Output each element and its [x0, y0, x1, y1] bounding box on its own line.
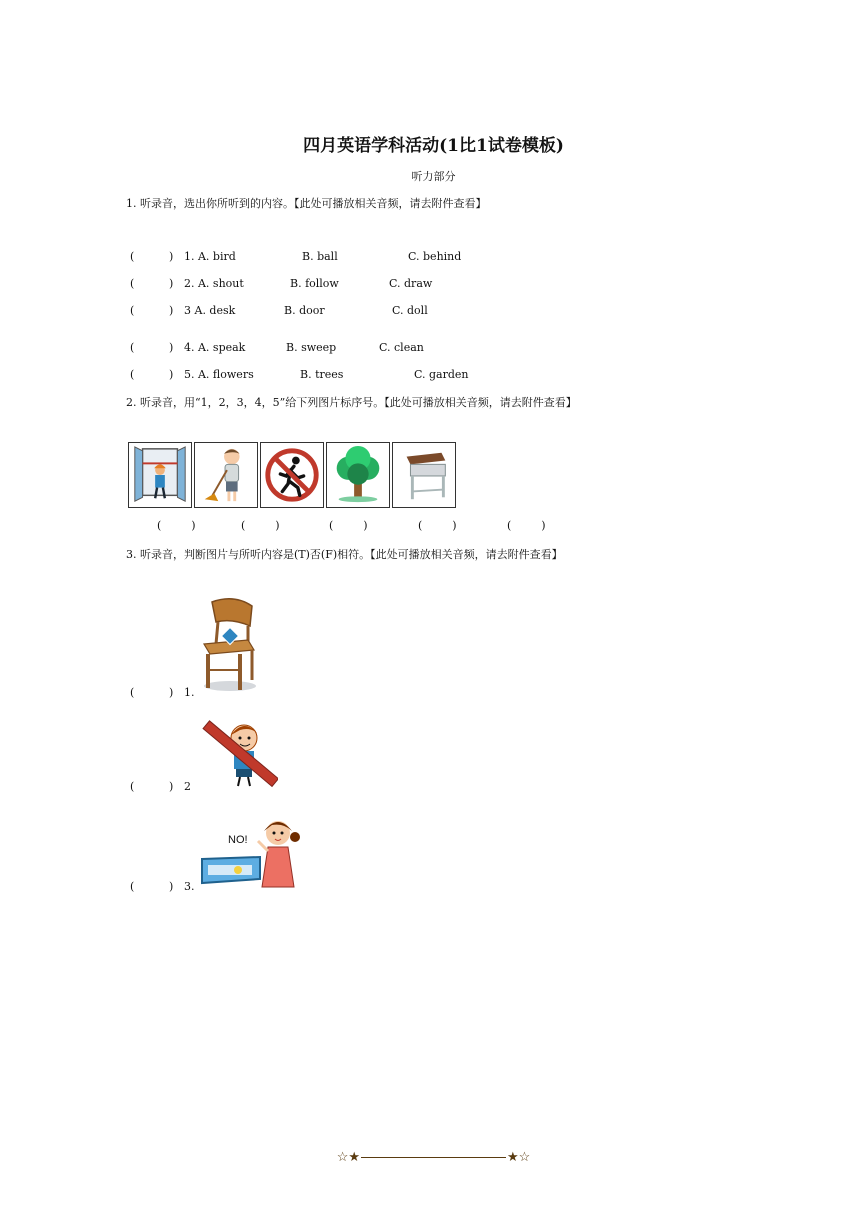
- no-label: NO!: [228, 834, 248, 846]
- list-item: ( ) 1.: [130, 686, 195, 699]
- tree-icon: [326, 442, 390, 508]
- list-item: ( ) 3 A. desk B. door C. doll: [130, 304, 428, 317]
- page-footer: [0, 1150, 867, 1165]
- list-item: ( ) 4. A. speak B. sweep C. clean: [130, 341, 424, 354]
- desk-icon: [392, 442, 456, 508]
- footer-stars-right: ★☆: [507, 1150, 531, 1165]
- no-running-sign-icon: [260, 442, 324, 508]
- footer-divider: [361, 1157, 506, 1158]
- list-item: ( ) 5. A. flowers B. trees C. garden: [130, 368, 469, 381]
- picture-row: [128, 442, 458, 508]
- page-title: 四月英语学科活动(1比1试卷模板): [303, 136, 564, 156]
- list-item: ( ) 1. A. bird B. ball C. behind: [130, 250, 462, 263]
- answer-paren-2: ( ): [241, 519, 280, 532]
- answer-paren-4: ( ): [418, 519, 457, 532]
- chair-icon: [196, 596, 260, 694]
- section2-instruction: 2. 听录音，用“1，2，3，4，5”给下列图片标序号。【此处可播放相关音频，请去附件查看】: [126, 396, 577, 409]
- girl-no-pencil-box-icon: [198, 815, 306, 889]
- window-cleaning-icon: [128, 442, 192, 508]
- answer-paren-3: ( ): [329, 519, 368, 532]
- footer-stars-left: ☆★: [336, 1150, 360, 1165]
- list-item: ( ) 2: [130, 780, 191, 793]
- answer-paren-5: ( ): [507, 519, 546, 532]
- answer-paren-1: ( ): [157, 519, 196, 532]
- section3-instruction: 3. 听录音，判断图片与所听内容是(T)否(F)相符。【此处可播放相关音频，请去附件查看】: [126, 548, 563, 561]
- section-subtitle: 听力部分: [411, 170, 456, 183]
- list-item: ( ) 2. A. shout B. follow C. draw: [130, 277, 433, 290]
- list-item: ( ) 3.: [130, 880, 195, 893]
- boy-sweeping-icon: [194, 442, 258, 508]
- section1-instruction: 1. 听录音，选出你所听到的内容。【此处可播放相关音频，请去附件查看】: [126, 197, 487, 210]
